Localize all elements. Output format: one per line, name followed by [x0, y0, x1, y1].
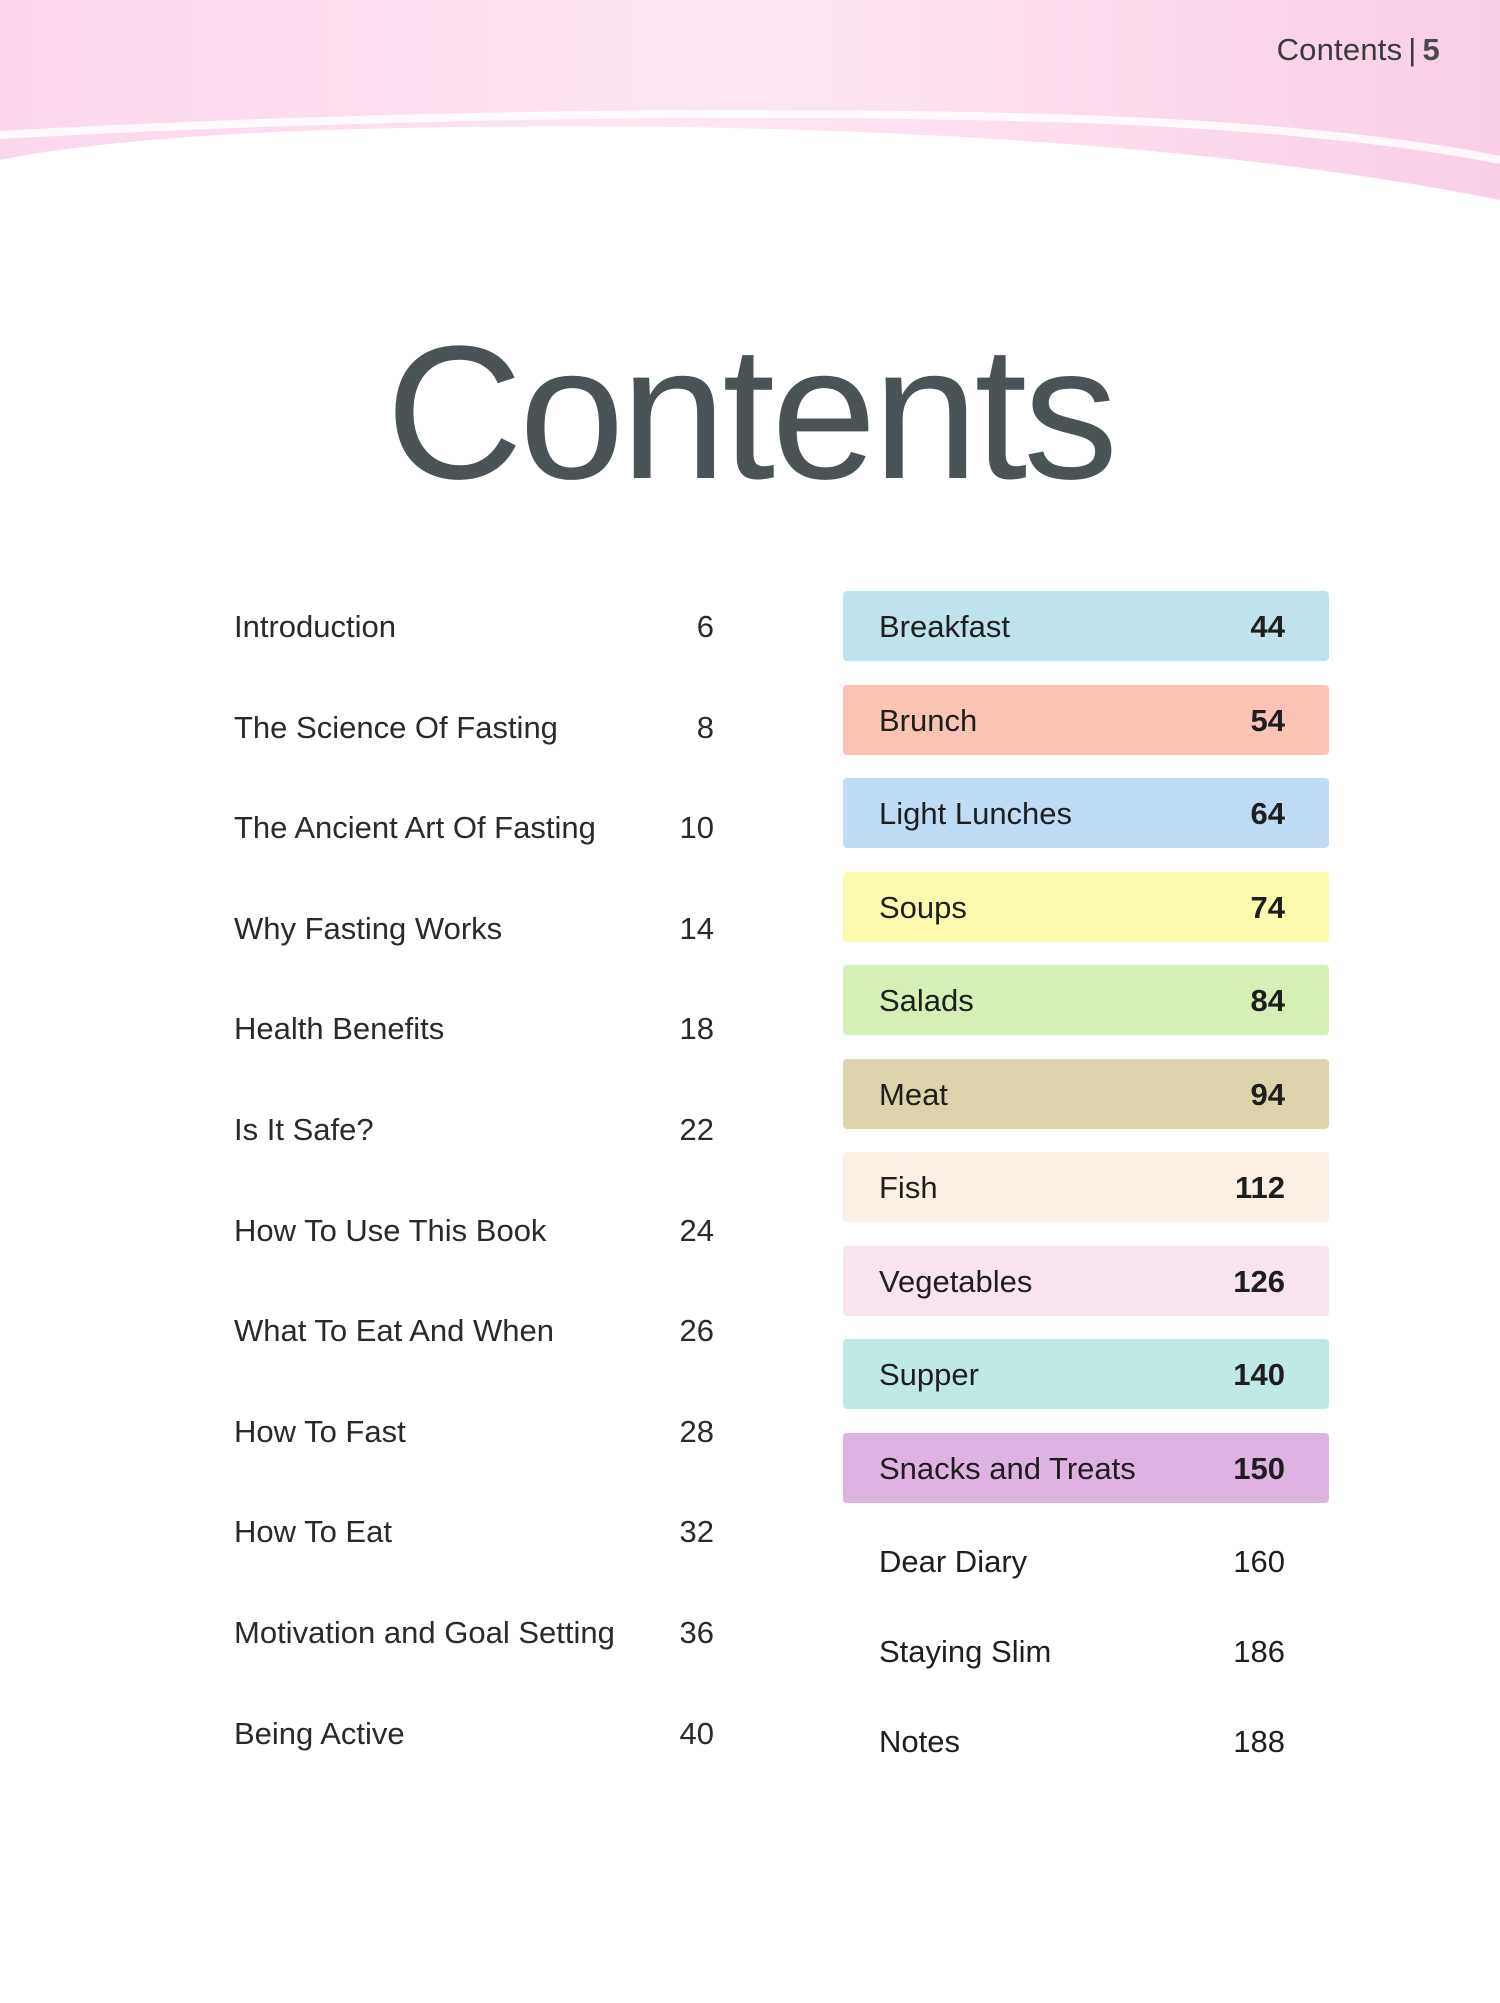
- entry-page-number: 10: [679, 810, 714, 846]
- entry-page-number: 84: [1250, 983, 1285, 1018]
- contents-entry-what-to-eat-and-when[interactable]: [234, 1299, 714, 1400]
- entry-title: The Science Of Fasting: [234, 709, 558, 745]
- entry-title: Dear Diary: [879, 1544, 1028, 1579]
- entry-title: The Ancient Art Of Fasting: [234, 810, 596, 846]
- contents-list-recipes: [843, 591, 1329, 1796]
- entry-page-number: 54: [1250, 702, 1285, 738]
- entry-title: Fish: [879, 1170, 938, 1205]
- entry-page-number: 44: [1250, 609, 1285, 644]
- contents-entry-notes[interactable]: [843, 1706, 1329, 1776]
- entry-page-number: 14: [679, 910, 714, 946]
- entry-title: Meat: [879, 1076, 948, 1112]
- contents-entry-why-fasting-works[interactable]: [234, 897, 714, 998]
- entry-page-number: 8: [696, 709, 714, 745]
- contents-entry-brunch[interactable]: [843, 685, 1329, 755]
- entry-page-number: 160: [1233, 1544, 1285, 1579]
- entry-page-number: 22: [679, 1111, 714, 1147]
- entry-title: Is It Safe?: [234, 1111, 374, 1147]
- entry-title: Breakfast: [879, 609, 1010, 644]
- contents-entry-how-to-fast[interactable]: [234, 1400, 714, 1501]
- contents-entry-vegetables[interactable]: [843, 1246, 1329, 1316]
- contents-entry-is-it-safe[interactable]: [234, 1098, 714, 1199]
- entry-page-number: 112: [1234, 1170, 1285, 1205]
- contents-entry-staying-slim[interactable]: [843, 1616, 1329, 1686]
- contents-entry-meat[interactable]: [843, 1059, 1329, 1129]
- page-title: Contents: [385, 307, 1115, 519]
- entry-page-number: 94: [1250, 1076, 1285, 1112]
- running-header-page-number: 5: [1422, 32, 1440, 67]
- entry-page-number: 186: [1233, 1634, 1285, 1669]
- entry-title: Staying Slim: [879, 1634, 1052, 1669]
- entry-page-number: 150: [1233, 1450, 1285, 1486]
- entry-title: Introduction: [234, 609, 396, 644]
- entry-title: Why Fasting Works: [234, 910, 503, 946]
- entry-page-number: 36: [679, 1614, 714, 1650]
- entry-title: Vegetables: [879, 1263, 1033, 1299]
- contents-entry-motivation-and-goal-setting[interactable]: [234, 1601, 714, 1702]
- contents-entry-soups[interactable]: [843, 872, 1329, 942]
- entry-title: How To Fast: [234, 1413, 406, 1449]
- contents-entry-fish[interactable]: [843, 1152, 1329, 1222]
- contents-entry-snacks-and-treats[interactable]: [843, 1433, 1329, 1503]
- entry-page-number: 28: [679, 1413, 714, 1449]
- entry-title: Being Active: [234, 1715, 405, 1751]
- contents-entry-light-lunches[interactable]: [843, 778, 1329, 848]
- entry-title: Snacks and Treats: [879, 1450, 1136, 1486]
- header-decorative-band: [0, 0, 1500, 210]
- entry-page-number: 64: [1250, 796, 1285, 831]
- contents-entry-dear-diary[interactable]: [843, 1526, 1329, 1596]
- contents-entry-supper[interactable]: [843, 1339, 1329, 1409]
- entry-page-number: 40: [679, 1715, 714, 1751]
- entry-page-number: 140: [1233, 1357, 1285, 1392]
- running-header-section: Contents: [1276, 32, 1403, 67]
- entry-title: Soups: [879, 889, 967, 925]
- entry-page-number: 24: [679, 1212, 714, 1248]
- running-header: [1277, 32, 1440, 68]
- entry-title: Health Benefits: [234, 1011, 445, 1047]
- contents-entry-the-science-of-fasting[interactable]: [234, 696, 714, 797]
- contents-entry-introduction[interactable]: [234, 595, 714, 696]
- entry-title: Motivation and Goal Setting: [234, 1614, 615, 1650]
- entry-title: Supper: [879, 1357, 979, 1392]
- entry-page-number: 18: [679, 1011, 714, 1047]
- contents-entry-breakfast[interactable]: [843, 591, 1329, 661]
- entry-title: Brunch: [879, 702, 978, 738]
- entry-page-number: 188: [1233, 1724, 1285, 1759]
- contents-list-general: [234, 595, 714, 1802]
- entry-page-number: 32: [679, 1514, 714, 1550]
- entry-title: Salads: [879, 983, 974, 1018]
- running-header-separator: |: [1408, 32, 1417, 67]
- entry-page-number: 126: [1233, 1263, 1285, 1299]
- contents-entry-the-ancient-art-of-fasting[interactable]: [234, 796, 714, 897]
- entry-page-number: 26: [679, 1313, 714, 1349]
- entry-title: How To Use This Book: [234, 1212, 547, 1248]
- contents-entry-how-to-use-this-book[interactable]: [234, 1199, 714, 1300]
- contents-entry-being-active[interactable]: [234, 1702, 714, 1803]
- entry-title: How To Eat: [234, 1514, 392, 1550]
- contents-entry-health-benefits[interactable]: [234, 997, 714, 1098]
- entry-title: What To Eat And When: [234, 1313, 554, 1349]
- entry-page-number: 6: [696, 609, 714, 644]
- entry-page-number: 74: [1250, 889, 1285, 925]
- contents-entry-how-to-eat[interactable]: [234, 1500, 714, 1601]
- entry-title: Notes: [879, 1724, 960, 1759]
- contents-entry-salads[interactable]: [843, 965, 1329, 1035]
- entry-title: Light Lunches: [879, 796, 1073, 831]
